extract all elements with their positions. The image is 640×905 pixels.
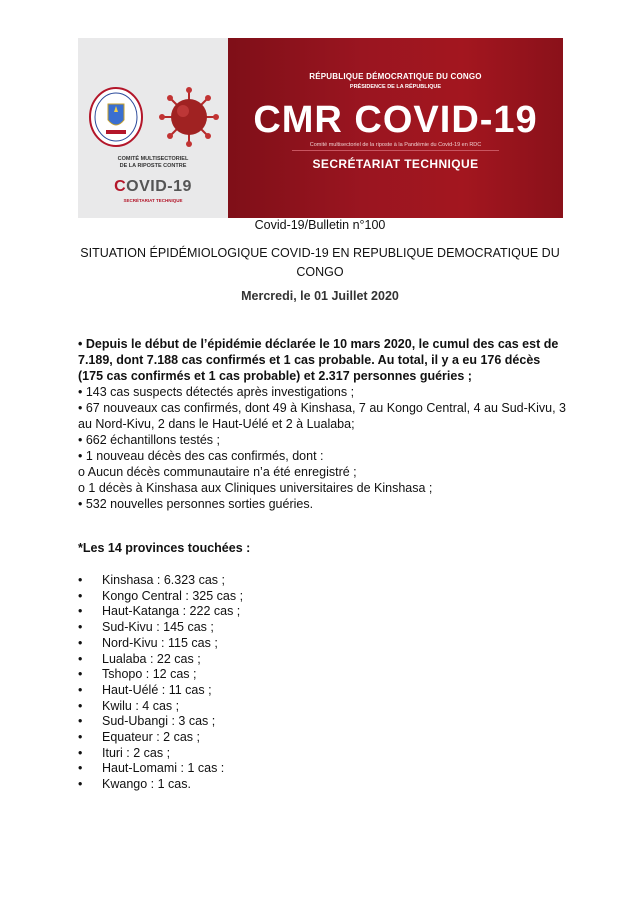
bullet: • xyxy=(78,745,83,760)
summary-lead: • Depuis le début de l’épidémie déclarée le 10 mars 2020, le cumul des cas est de 7.189, dont 7.188 cas confirmés et 1 cas probable. Au total, il y a eu 176 décès (175 cas confirmés et 1 cas probable) et 2.317 personnes guéries ; xyxy=(78,337,559,383)
summary-item: o Aucun décès communautaire n’a été enregistré ; xyxy=(78,465,357,479)
coat-of-arms-seal-icon xyxy=(88,86,144,148)
list-item xyxy=(78,714,243,730)
summary-item: • 662 échantillons testés ; xyxy=(78,433,220,447)
secretariat-label: SECRÉTARIAT TECHNIQUE xyxy=(312,157,479,171)
bullet: • xyxy=(78,573,83,587)
banner-divider xyxy=(292,150,499,151)
province-entry: Kongo Central : 325 cas ; xyxy=(102,588,244,603)
summary-item: • 143 cas suspects détectés après investigations ; xyxy=(78,385,355,399)
situation-title: SITUATION ÉPIDÉMIOLOGIQUE COVID-19 EN REPUBLIQUE DEMOCRATIQUE DU CONGO xyxy=(80,246,560,279)
province-entry: Haut-Katanga : 222 cas ; xyxy=(102,604,241,619)
bullet: • xyxy=(78,635,83,650)
bullet: • xyxy=(78,777,83,792)
bullet: • xyxy=(78,698,83,713)
provinces-list xyxy=(78,573,243,793)
province-entry: Lualaba : 22 cas ; xyxy=(102,651,201,666)
bullet: • xyxy=(78,588,83,603)
list-item xyxy=(78,699,243,715)
logo-prefix: C xyxy=(114,178,127,195)
banner-right-panel xyxy=(228,38,563,218)
bullet: • xyxy=(78,761,83,776)
logo-rest: OVID-19 xyxy=(126,178,192,195)
list-item xyxy=(78,730,243,746)
presidency-label: PRÉSIDENCE DE LA RÉPUBLIQUE xyxy=(349,84,442,90)
province-entry: Equateur : 2 cas ; xyxy=(102,730,200,745)
summary-item: • 1 nouveau décès des cas confirmés, dont : xyxy=(78,449,324,463)
report-date: Mercredi, le 01 Juillet 2020 xyxy=(241,289,399,303)
province-entry: Nord-Kivu : 115 cas ; xyxy=(102,635,218,650)
comite-line-1: COMITÉ MULTISECTORIEL xyxy=(117,156,189,162)
list-item xyxy=(78,604,243,620)
list-item xyxy=(78,777,243,793)
bullet: • xyxy=(78,651,83,666)
banner-left-panel xyxy=(78,38,228,218)
province-entry: Tshopo : 12 cas ; xyxy=(102,667,197,682)
province-entry: Ituri : 2 cas ; xyxy=(102,745,171,760)
list-item xyxy=(78,683,243,699)
bullet: • xyxy=(78,730,83,745)
summary-section xyxy=(78,336,568,512)
bullet: • xyxy=(78,620,83,635)
bullet: • xyxy=(78,667,83,682)
bullet: • xyxy=(78,714,83,729)
bulletin-number: Covid-19/Bulletin n°100 xyxy=(254,218,386,232)
province-entry: Kwango : 1 cas. xyxy=(102,777,191,792)
list-item xyxy=(78,761,243,777)
banner-title: CMR COVID-19 xyxy=(253,99,538,141)
list-item xyxy=(78,573,243,589)
comite-line-2: DE LA RIPOSTE CONTRE xyxy=(119,163,187,169)
province-entry: Haut-Lomami : 1 cas : xyxy=(102,761,225,776)
list-item xyxy=(78,636,243,652)
banner-subtitle: Comité multisectoriel de la riposte à la Pandémie du Covid-19 en RDC xyxy=(309,142,482,148)
province-entry: Sud-Ubangi : 3 cas ; xyxy=(102,714,216,729)
coronavirus-icon xyxy=(158,86,220,148)
comite-label xyxy=(84,156,222,170)
summary-item: • 532 nouvelles personnes sorties guéries. xyxy=(78,497,314,511)
list-item xyxy=(78,589,243,605)
list-item xyxy=(78,652,243,668)
bullet: • xyxy=(78,604,83,619)
province-entry: Haut-Uélé : 11 cas ; xyxy=(102,682,212,697)
summary-item: o 1 décès à Kinshasa aux Cliniques universitaires de Kinshasa ; xyxy=(78,481,433,495)
province-entry: Kwilu : 4 cas ; xyxy=(102,698,180,713)
province-entry: Kinshasa : 6.323 cas ; xyxy=(102,573,225,587)
list-item xyxy=(78,746,243,762)
logo-tagline: SECRÉTARIAT TECHNIQUE xyxy=(123,198,183,203)
bullet: • xyxy=(78,682,83,697)
header-banner xyxy=(78,38,563,218)
list-item xyxy=(78,620,243,636)
list-item xyxy=(78,667,243,683)
summary-item: • 67 nouveaux cas confirmés, dont 49 à Kinshasa, 7 au Kongo Central, 4 au Sud-Kivu, 3 au Nord-Kivu, 2 dans le Haut-Uélé et 2 à Lualaba; xyxy=(78,401,567,431)
provinces-title: *Les 14 provinces touchées : xyxy=(78,541,251,555)
country-name: RÉPUBLIQUE DÉMOCRATIQUE DU CONGO xyxy=(309,72,482,81)
province-entry: Sud-Kivu : 145 cas ; xyxy=(102,620,214,635)
covid19-logo xyxy=(92,178,214,196)
